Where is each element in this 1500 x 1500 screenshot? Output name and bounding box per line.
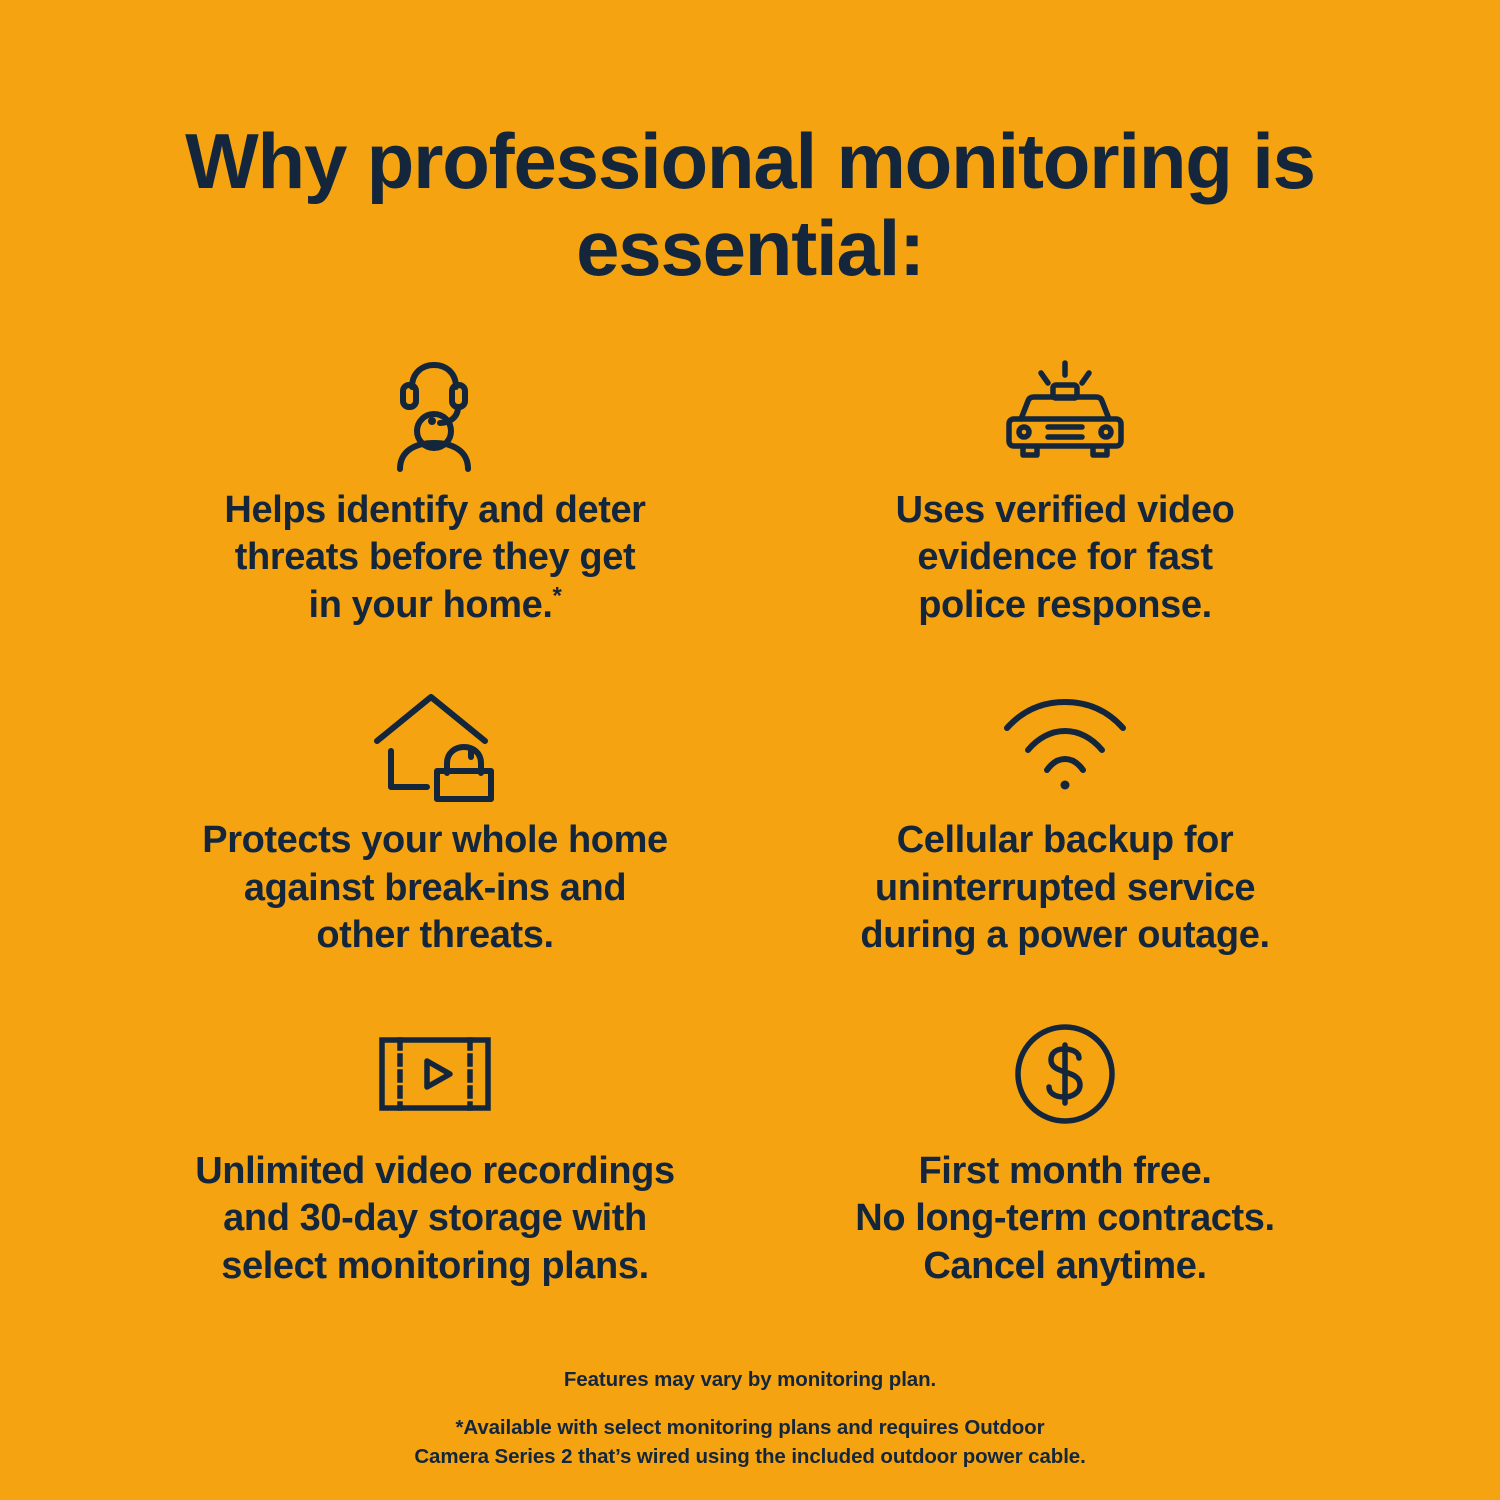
page-title: Why professional monitoring is essential: (185, 117, 1315, 293)
feature-line-1: Helps identify and deter (224, 488, 646, 531)
feature-item-cellular-backup (750, 683, 1380, 960)
footnote-availability-line-2: Camera Series 2 that’s wired using the included outdoor power cable. (414, 1445, 1086, 1469)
feature-line-2: threats before they get (234, 536, 636, 579)
footnotes (0, 1365, 1500, 1472)
wifi-signal-icon (995, 683, 1135, 803)
feature-item-police-response (750, 353, 1380, 630)
feature-text (155, 817, 715, 960)
feature-line-2: uninterrupted service (874, 866, 1256, 909)
feature-line-3: other threats. (316, 914, 554, 957)
headset-agent-icon (370, 353, 500, 473)
film-strip-play-icon (370, 1014, 500, 1134)
feature-line-1: Uses verified video (895, 488, 1235, 531)
footnote-availability-line-1: *Available with select monitoring plans and requires Outdoor (455, 1415, 1045, 1439)
feature-line-3: in your home. (308, 583, 553, 626)
feature-item-deter-threats (120, 353, 750, 630)
feature-item-first-month-free (750, 1014, 1380, 1291)
feature-line-3: during a power outage. (860, 914, 1270, 957)
feature-text (155, 1148, 715, 1291)
feature-line-1: Unlimited video recordings (195, 1149, 675, 1192)
feature-line-3: select monitoring plans. (221, 1244, 649, 1287)
feature-text (785, 1148, 1345, 1291)
house-lock-icon (365, 683, 505, 803)
dollar-circle-icon (1005, 1014, 1125, 1134)
feature-line-2: against break-ins and (243, 866, 627, 909)
police-car-icon (990, 353, 1140, 473)
footnote-features-vary: Features may vary by monitoring plan. (563, 1367, 937, 1391)
feature-item-whole-home (120, 683, 750, 960)
feature-line-2: No long-term contracts. (855, 1197, 1275, 1240)
feature-text (155, 487, 715, 630)
feature-line-3: police response. (918, 583, 1212, 626)
feature-text (785, 487, 1345, 630)
feature-line-2: evidence for fast (917, 536, 1213, 579)
feature-line-1: Protects your whole home (202, 819, 668, 862)
footnote-marker: * (552, 582, 562, 610)
feature-item-video-storage (120, 1014, 750, 1291)
feature-grid (120, 353, 1380, 1291)
feature-text (785, 817, 1345, 960)
feature-line-1: Cellular backup for (896, 819, 1234, 862)
feature-line-1: First month free. (918, 1149, 1212, 1192)
feature-line-2: and 30-day storage with (223, 1197, 647, 1240)
feature-line-3: Cancel anytime. (923, 1244, 1207, 1287)
